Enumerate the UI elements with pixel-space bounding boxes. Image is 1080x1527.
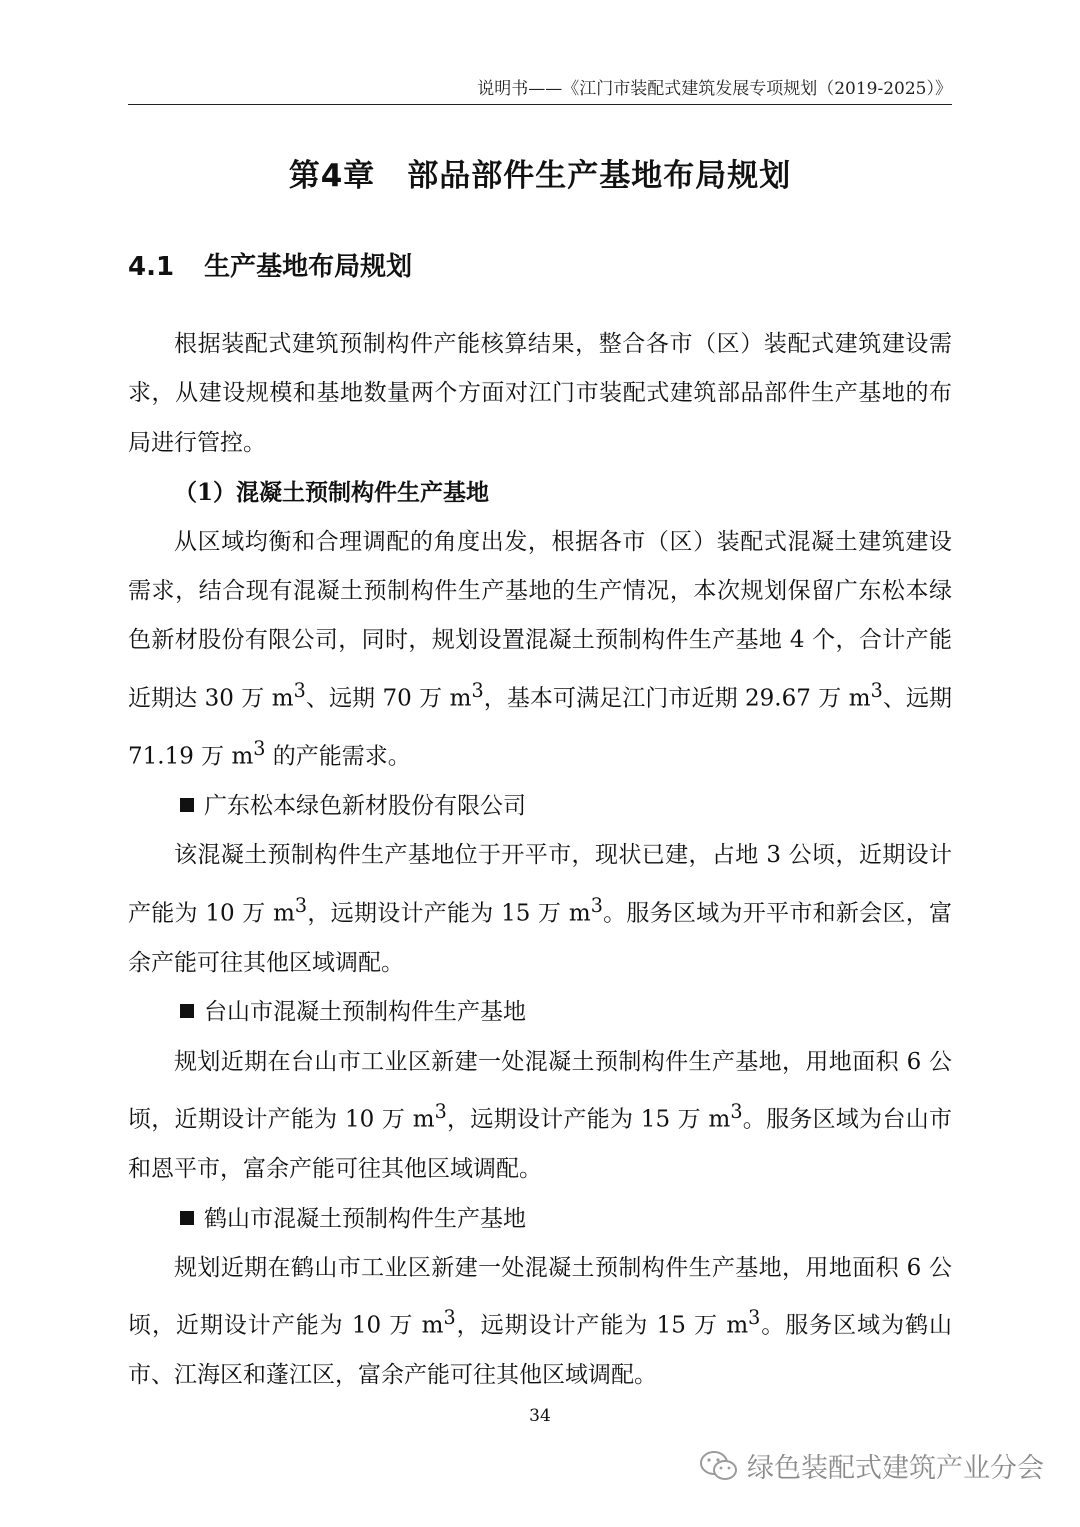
subheading-concrete-bases: （1）混凝土预制构件生产基地	[174, 479, 490, 507]
base-paragraph-taishan: 规划近期在台山市工业区新建一处混凝土预制构件生产基地，用地面积 6 公顷，近期设计产能为 10 万 $m^3$，远期设计产能为 15 万 $m^3$。服务区域为台山市和恩平市，富余产能可往其他区域调配。	[128, 1048, 952, 1183]
square-bullet-icon	[180, 1004, 194, 1018]
base-heading-heshan: 鹤山市混凝土预制构件生产基地	[128, 1195, 952, 1244]
section-title: 生产基地布局规划	[204, 252, 413, 282]
chapter-title: 第4章 部品部件生产基地布局规划	[288, 158, 792, 194]
base-paragraph-heshan: 规划近期在鹤山市工业区新建一处混凝土预制构件生产基地，用地面积 6 公顷，近期设计产能为 10 万 $m^3$，远期设计产能为 15 万 $m^3$。服务区域为鹤山市、江海区和蓬江区，富余产能可往其他区域调配。	[128, 1254, 953, 1389]
wechat-icon	[699, 1449, 739, 1483]
page-number: 34	[529, 1406, 551, 1426]
document-header: 说明书——《江门市装配式建筑发展专项规划（2019-2025）》	[128, 74, 952, 105]
square-bullet-icon	[180, 798, 194, 812]
body-text	[128, 320, 952, 1401]
section-heading	[128, 246, 412, 283]
square-bullet-icon	[180, 1211, 194, 1225]
base-heading-songben: 广东松本绿色新材股份有限公司	[128, 782, 952, 831]
section-number: 4.1	[128, 252, 175, 282]
watermark-text: 绿色装配式建筑产业分会	[747, 1453, 1044, 1484]
base-paragraph-songben: 该混凝土预制构件生产基地位于开平市，现状已建，占地 3 公顷，近期设计产能为 10 万 $m^3$，远期设计产能为 15 万 $m^3$。服务区域为开平市和新会区，富余产能可往其他区域调配。	[128, 842, 952, 976]
base-heading-taishan: 台山市混凝土预制构件生产基地	[128, 988, 952, 1037]
watermark	[699, 1446, 1044, 1485]
intro-paragraph: 根据装配式建筑预制构件产能核算结果，整合各市（区）装配式建筑建设需求，从建设规模和基地数量两个方面对江门市装配式建筑部品部件生产基地的布局进行管控。	[128, 331, 952, 456]
concrete-bases-paragraph: 从区域均衡和合理调配的角度出发，根据各市（区）装配式混凝土建筑建设需求，结合现有混凝土预制构件生产基地的生产情况，本次规划保留广东松本绿色新材股份有限公司，同时，规划设置混凝土预制构件生产基地 4 个，合计产能近期达 30 万 $m^3$、远期 70 万 $m^3$，基本可满足江门市近期 29.67 万 $m^3$、远期 71.19 万 $m^3$ 的产能需求。	[128, 528, 953, 770]
